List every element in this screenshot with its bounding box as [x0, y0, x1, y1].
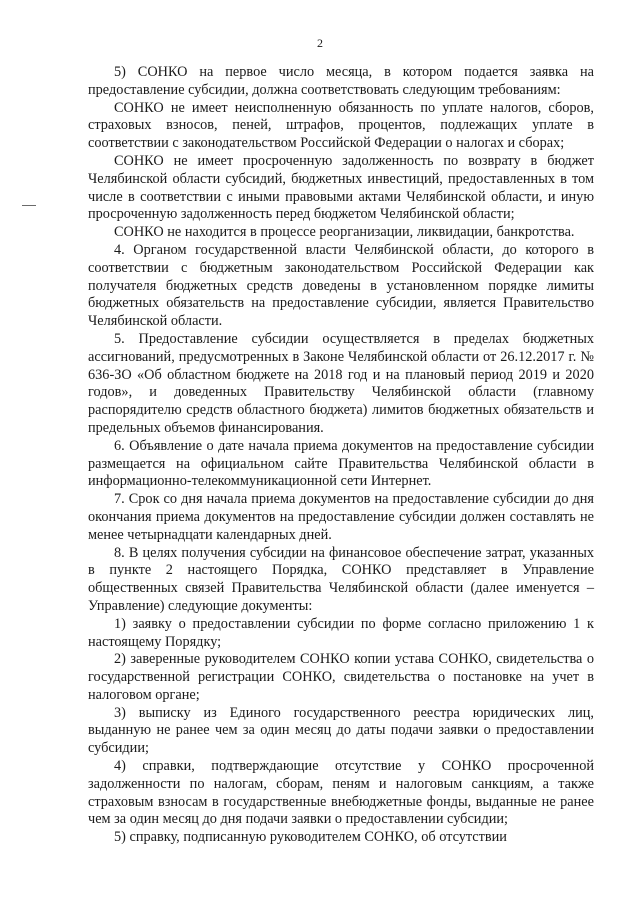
paragraph: 7. Срок со дня начала приема документов на предоставление субсидии до дня окончания приема документов на предоставление субсидии должен составлять не менее четырнадцати календарных дней.: [88, 491, 594, 543]
paragraph: 4. Органом государственной власти Челябинской области, до которого в соответствии с бюджетным законодательством Российской Федерации как получателя бюджетных средств доведены в установленном порядке лимиты бюджетных обязательств на предоставление субсидии, является Правительство Челябинской области.: [88, 241, 594, 330]
paragraph: СОНКО не имеет неисполненную обязанность по уплате налогов, сборов, страховых взносов, пеней, штрафов, процентов, подлежащих уплате в соответствии с законодательством Российской Федерации о налогах и сборах;: [88, 99, 594, 152]
paragraph: 5) СОНКО на первое число месяца, в котором подается заявка на предоставление субсидии, должна соответствовать следующим требованиям:: [88, 64, 594, 98]
scan-margin-mark: [22, 205, 36, 206]
paragraph: 5) справку, подписанную руководителем СОНКО, об отсутствии: [114, 829, 507, 846]
paragraph: 8. В целях получения субсидии на финансовое обеспечение затрат, указанных в пункте 2 настоящего Порядка, СОНКО представляет в Управление общественных связей Правительства Челябинской области (далее именуется – Управление) следующие документы:: [88, 544, 594, 614]
paragraph: СОНКО не имеет просроченную задолженность по возврату в бюджет Челябинской области субсидий, бюджетных инвестиций, предоставленных в том числе в соответствии с иными правовыми актами Челябинской области, и иную просроченную задолженность перед бюджетом Челябинской области;: [88, 152, 594, 223]
paragraph: 4) справки, подтверждающие отсутствие у СОНКО просроченной задолженности по налогам, сборам, пеням и налоговым санкциям, а также страховым взносам в государственные внебюджетные фонды, выданные не ранее чем за один месяц до дня подачи заявки о предоставлении субсидии;: [88, 758, 594, 828]
paragraph: 3) выписку из Единого государственного реестра юридических лиц, выданную не ранее чем за один месяц до даты подачи заявки о предоставлении субсидии;: [88, 704, 594, 757]
paragraph: 6. Объявление о дате начала приема документов на предоставление субсидии размещается на официальном сайте Правительства Челябинской области в информационно-телекоммуникационной сети Интернет.: [88, 437, 594, 490]
page-number: 2: [317, 36, 323, 50]
paragraph: 5. Предоставление субсидии осуществляется в пределах бюджетных ассигнований, предусмотренных в Законе Челябинской области от 26.12.2017 г. № 636-ЗО «Об областном бюджете на 2018 год и на плановый период 2019 и 2020 годов», и доведенных Правительству Челябинской области (главному распорядителю средств областного бюджета) лимитов бюджетных обязательств и предельных объемов финансирования.: [88, 330, 594, 436]
paragraph: СОНКО не находится в процессе реорганизации, ликвидации, банкротства.: [114, 224, 575, 241]
paragraph: 2) заверенные руководителем СОНКО копии устава СОНКО, свидетельства о государственной регистрации СОНКО, свидетельства о постановке на учет в налоговом органе;: [88, 651, 594, 703]
document-body: [88, 64, 594, 847]
paragraph: 1) заявку о предоставлении субсидии по форме согласно приложению 1 к настоящему Порядку;: [88, 615, 594, 650]
